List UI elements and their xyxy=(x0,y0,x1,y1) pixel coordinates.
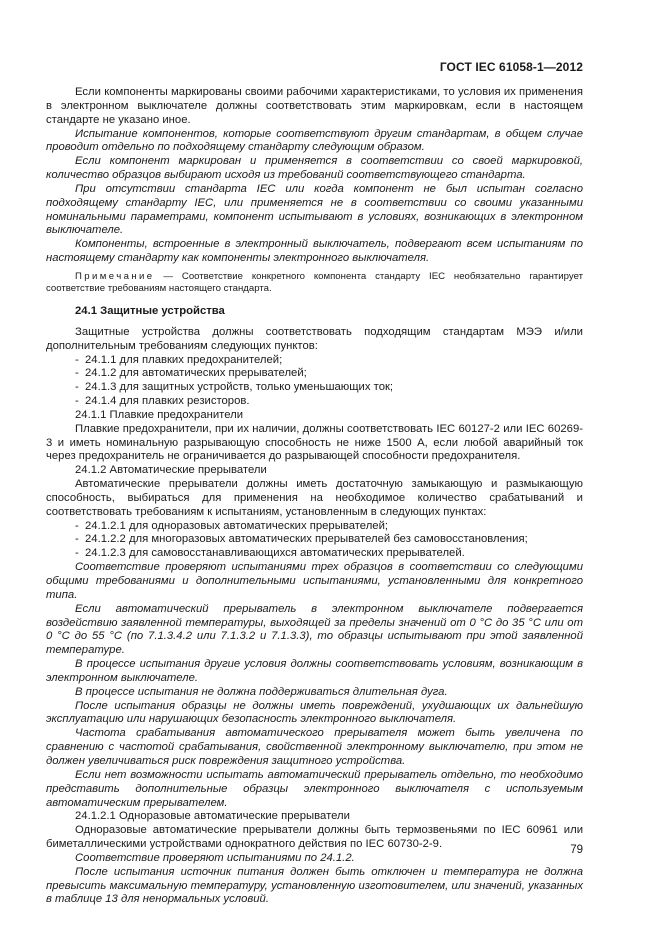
paragraph-italic: После испытания источник питания должен быть отключен и температура не должна превысить максимальную температуру, установленную изготовителем, или значений, указанных в таблице 13 для ненормальных условий. xyxy=(46,865,583,906)
document-id-header: ГОСТ IEC 61058-1—2012 xyxy=(439,60,583,74)
list-item: - 24.1.2 для автоматических прерывателей; xyxy=(75,367,307,380)
note-label: Примечание xyxy=(75,270,155,282)
page-number: 79 xyxy=(570,844,583,856)
paragraph-italic: Соответствие проверяют испытаниями трех образцов в соответствии со следующими общими требованиями и дополнительными испытаниями, установленными для конкретного типа. xyxy=(46,561,583,601)
subsection-title: 24.1.2.1 Одноразовые автоматические прерыватели xyxy=(75,810,350,823)
list-item: - 24.1.2.1 для одноразовых автоматических прерывателей; xyxy=(75,519,389,532)
paragraph: Плавкие предохранители, при их наличии, должны соответствовать IEC 60127-2 или IEC 60269-3 и иметь номинальную разрывающую способность не ниже 1500 А, если любой аварийный ток через предохранитель не ограничивается до разрывающей способности предохранителя. xyxy=(46,422,583,463)
subsection-title: 24.1.1 Плавкие предохранители xyxy=(75,408,244,421)
paragraph-italic: При отсутствии стандарта IEC или когда компонент не был испытан согласно подходящему стандарту IEC, или применяется не в соответствии со своими указанными номинальными параметрами, компонент испытывают в условиях, возникающих в электронном выключателе. xyxy=(46,182,583,237)
paragraph: Автоматические прерыватели должны иметь достаточную замыкающую и размыкающую способность, выбираться для применения на необходимое количество срабатываний и соответствовать требованиям к испытаниям, установленным в следующих пунктах: xyxy=(46,478,583,518)
list-item: - 24.1.3 для защитных устройств, только уменьшающих ток; xyxy=(75,381,394,394)
note-text: — Соответствие конкретного компонента стандарту IEC необязательно гарантирует соответствие требованиям настоящего стандарта. xyxy=(46,270,583,294)
list-item: - 24.1.4 для плавких резисторов. xyxy=(75,395,250,408)
paragraph-italic: Компоненты, встроенные в электронный выключатель, подвергают всем испытаниям по настоящему стандарту как компоненты электронного выключателя. xyxy=(46,238,583,265)
list-item: - 24.1.2.2 для многоразовых автоматических прерывателей без самовосстановления; xyxy=(75,533,528,546)
paragraph-italic: Если автоматический прерыватель в электронном выключателе подвергается воздействию заявленной температуры, выходящей за пределы значений от 0 °С до 35 °С или от 0 °С до 55 °С (по 7.1.3.4.2 или 7.1.3.2 и 7.1.3.3), то образцы испытывают при этой заявленной температуре. xyxy=(46,602,583,657)
section-intro: Защитные устройства должны соответствовать подходящим стандартам МЭЭ и/или дополнительным требованиям следующих пунктов: xyxy=(46,325,583,352)
list-item: - 24.1.2.3 для самовосстанавливающихся автоматических прерывателей. xyxy=(75,547,465,560)
list-item: - 24.1.1 для плавких предохранителей; xyxy=(75,353,283,366)
paragraph: Если компоненты маркированы своими рабочими характеристиками, то условия их применения в электронном выключателе должны соответствовать этим маркировкам, если в настоящем стандарте не указано иное. xyxy=(46,86,583,126)
subsection-title: 24.1.2 Автоматические прерыватели xyxy=(75,464,267,477)
paragraph-italic: Испытание компонентов, которые соответствуют другим стандартам, в общем случае проводит отдельно по подходящему стандарту следующим образом. xyxy=(46,127,583,154)
paragraph-italic: После испытания образцы не должны иметь повреждений, ухудшающих их дальнейшую эксплуатацию или нарушающих безопасность электронного выключателя. xyxy=(46,699,583,726)
paragraph-italic: В процессе испытания другие условия должны соответствовать условиям, возникающим в электронном выключателе. xyxy=(46,658,583,684)
paragraph-italic: В процессе испытания не должна поддерживаться длительная дуга. xyxy=(75,685,448,698)
paragraph-italic: Соответствие проверяют испытаниями по 24.1.2. xyxy=(75,851,355,864)
paragraph-italic: Если нет возможности испытать автоматический прерыватель отдельно, то необходимо представить дополнительные образцы электронного выключателя с используемым автоматическим прерывателем. xyxy=(46,768,583,809)
paragraph: Одноразовые автоматические прерыватели должны быть термозвеньями по IEC 60961 или биметаллическими устройствами однократного действия по IEC 60730-2-9. xyxy=(46,824,583,851)
note xyxy=(46,271,583,295)
paragraph-italic: Если компонент маркирован и применяется в соответствии со своей маркировкой, количество образцов выбирают исходя из требований соответствующего стандарта. xyxy=(46,155,583,182)
paragraph-italic: Частота срабатывания автоматического прерывателя может быть увеличена по сравнению с частотой срабатывания, свойственной электронному выключателю, при этом не должен увеличиваться риск повреждения защитного устройства. xyxy=(46,727,583,767)
document-body xyxy=(46,86,583,907)
section-heading: 24.1 Защитные устройства xyxy=(75,304,225,317)
